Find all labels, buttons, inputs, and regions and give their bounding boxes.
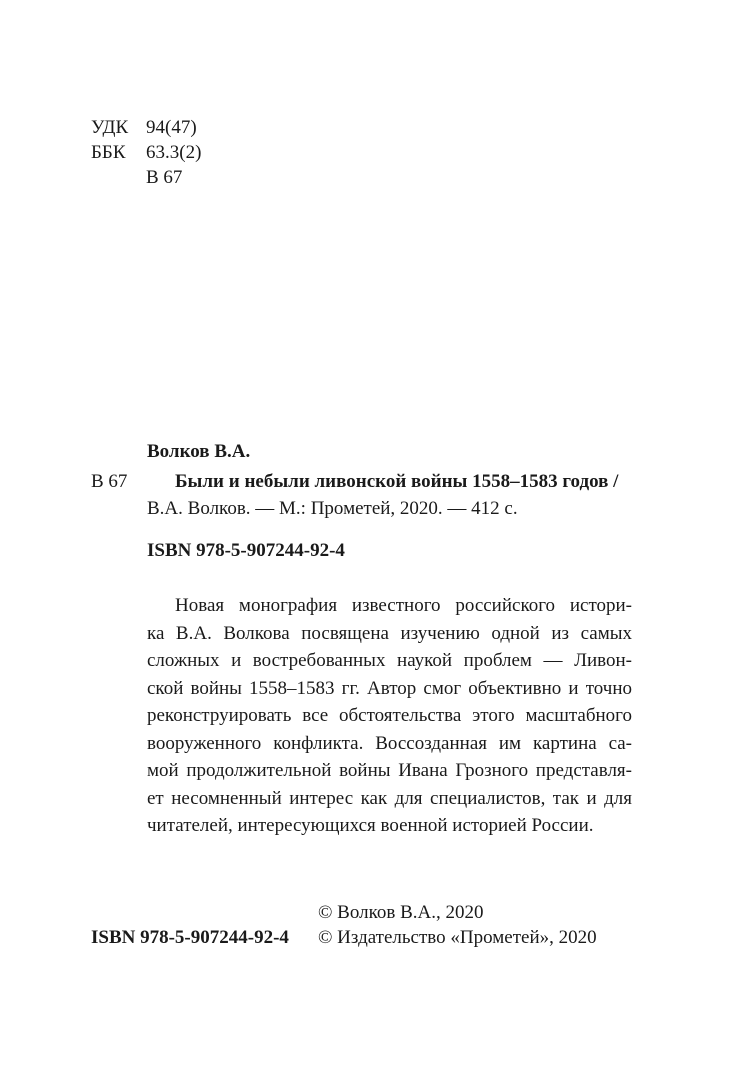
record-author-mark: В 67	[91, 471, 128, 492]
imprint: В.А. Волков. — М.: Прометей, 2020. — 412 с.	[147, 498, 518, 519]
author-mark: В 67	[146, 167, 183, 188]
abstract-line: сложных и востребованных наукой проблем — Ливон-	[147, 650, 632, 671]
isbn: ISBN 978-5-907244-92-4	[147, 540, 345, 561]
footer-isbn: ISBN 978-5-907244-92-4	[91, 927, 289, 948]
udk-label: УДК	[91, 117, 129, 138]
udk-value: 94(47)	[146, 117, 197, 138]
author-name: Волков В.А.	[147, 441, 251, 462]
abstract-line: ской войны 1558–1583 гг. Автор смог объективно и точно	[147, 677, 632, 699]
abstract-line: реконструировать все обстоятельства этого масштабного	[147, 705, 632, 726]
abstract-line: Новая монография известного российского истори-	[175, 595, 632, 616]
abstract-line: ка В.А. Волкова посвящена изучению одной из самых	[147, 622, 632, 644]
abstract-line: читателей, интересующихся военной историей России.	[147, 815, 594, 836]
copyright-publisher: © Издательство «Прометей», 2020	[318, 927, 597, 948]
bbk-value: 63.3(2)	[146, 142, 202, 163]
abstract-line: мой продолжительной войны Ивана Грозного представля-	[147, 760, 632, 781]
copyright-author: © Волков В.А., 2020	[318, 902, 484, 923]
bbk-label: ББК	[91, 142, 126, 163]
abstract-line: вооруженного конфликта. Воссозданная им картина са-	[147, 732, 632, 754]
abstract-line: ет несомненный интерес как для специалистов, так и для	[147, 787, 632, 809]
book-title: Были и небыли ливонской войны 1558–1583 годов /	[175, 471, 619, 492]
